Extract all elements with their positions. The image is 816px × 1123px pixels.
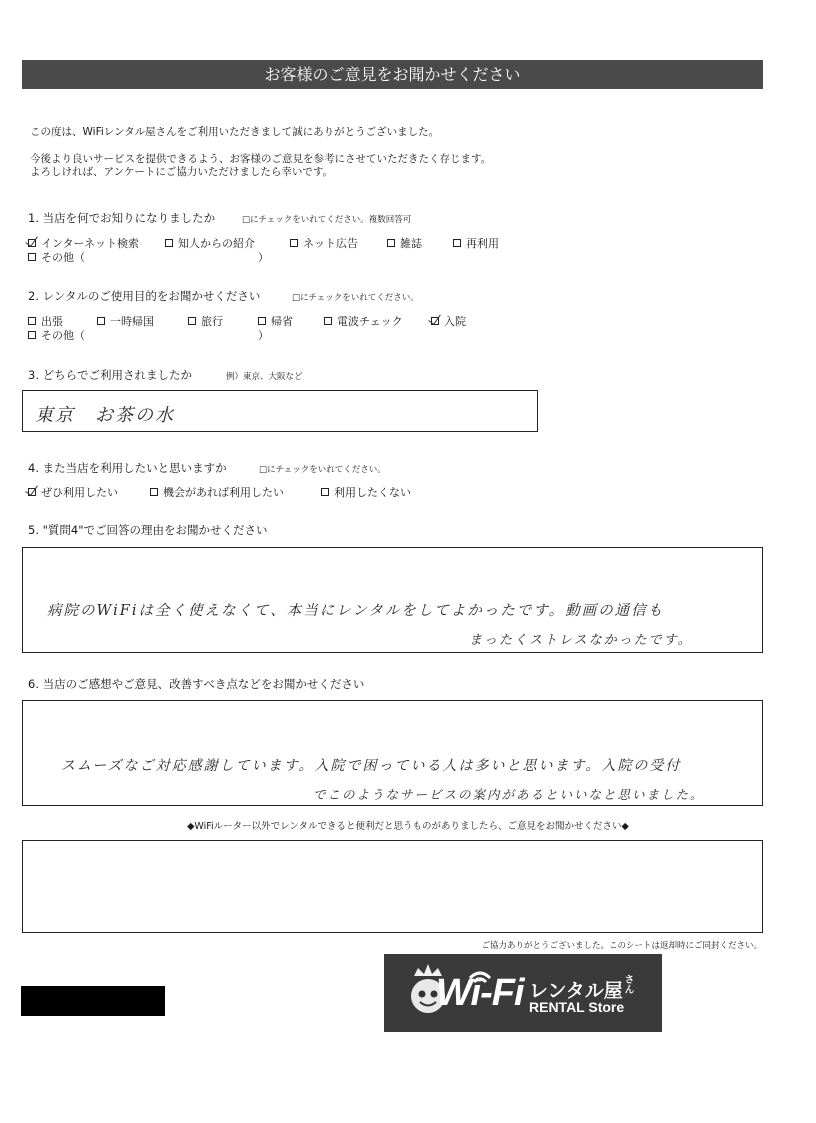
- q4-option-maybe[interactable]: [150, 484, 284, 500]
- q2-option-label: 出張: [41, 315, 63, 328]
- q2-option-signal-check[interactable]: [324, 313, 403, 329]
- checkbox-icon[interactable]: [453, 239, 461, 247]
- checkbox-icon[interactable]: [28, 331, 36, 339]
- q2-other-label: その他（: [41, 329, 85, 342]
- q2-option-label: 帰省: [271, 315, 293, 328]
- q1-option-referral[interactable]: [165, 235, 255, 251]
- q4-title: 4. また当店を利用したいと思いますか: [28, 461, 227, 475]
- q4-hint: □にチェックをいれてください。: [259, 465, 386, 475]
- checkbox-icon[interactable]: [188, 317, 196, 325]
- logo-japanese: レンタル屋: [529, 980, 623, 1002]
- q4-option-definitely[interactable]: [28, 484, 118, 500]
- q1-option-web-ad[interactable]: [290, 235, 358, 251]
- q1-other-label: その他（: [41, 251, 85, 264]
- q3-hint: 例）東京、大阪など: [226, 372, 303, 382]
- checkbox-icon[interactable]: [28, 317, 36, 325]
- q2-option-other[interactable]: [28, 327, 85, 343]
- q2-option-homecoming[interactable]: [97, 313, 154, 329]
- q2-option-label: 入院: [444, 315, 466, 328]
- q5-handwritten-line-2: まったくストレスなかったです。: [469, 633, 693, 648]
- wifi-rental-logo: [384, 954, 662, 1032]
- checkbox-icon[interactable]: [290, 239, 298, 247]
- checkbox-icon[interactable]: [321, 488, 329, 496]
- q2-option-hospital[interactable]: [431, 313, 466, 329]
- q2-option-label: 一時帰国: [110, 315, 154, 328]
- checkbox-icon[interactable]: [28, 253, 36, 261]
- intro-line-1: この度は、WiFiレンタル屋さんをご利用いただきまして誠にありがとうございました。: [30, 126, 440, 138]
- footer-note: ご協力ありがとうございました。このシートは返却時にご同封ください。: [481, 941, 762, 951]
- logo-wordmark: Wi-Fi: [436, 972, 524, 1014]
- q1-option-label: 知人からの紹介: [178, 237, 255, 250]
- redacted-block: [21, 986, 165, 1016]
- q5-handwritten-line-1: 病院のWiFiは全く使えなくて、本当にレンタルをしてよかったです。動画の通信も: [47, 603, 665, 619]
- q1-option-label: 再利用: [466, 237, 499, 250]
- q6-handwritten-line-1: スムーズなご対応感謝しています。入院で困っている人は多いと思います。入院の受付: [61, 758, 682, 774]
- q1-title: 1. 当店を何でお知りになりましたか: [28, 211, 216, 225]
- q3-handwritten-answer: 東京 お茶の水: [35, 405, 175, 426]
- q4-option-label: ぜひ利用したい: [41, 486, 118, 499]
- q6-answer-box[interactable]: [22, 700, 763, 806]
- q6-handwritten-line-2: でこのようなサービスの案内があるといいなと思いました。: [313, 787, 705, 802]
- checkbox-icon[interactable]: [97, 317, 105, 325]
- checkbox-icon[interactable]: [165, 239, 173, 247]
- q5-answer-box[interactable]: [22, 547, 763, 653]
- q1-option-reuse[interactable]: [453, 235, 499, 251]
- q1-hint: □にチェックをいれてください。複数回答可: [242, 215, 412, 225]
- q1-option-other[interactable]: [28, 249, 85, 265]
- q2-option-label: 電波チェック: [337, 315, 403, 328]
- q6-title: 6. 当店のご感想やご意見、改善すべき点などをお聞かせください: [28, 677, 365, 691]
- page-title: お客様のご意見をお聞かせください: [22, 60, 763, 89]
- q5-title: 5. "質問4"でご回答の理由をお聞かせください: [28, 523, 268, 537]
- q2-hint: □にチェックをいれてください。: [292, 293, 419, 303]
- q1-other-close-paren: ）: [258, 251, 269, 264]
- q4-option-label: 機会があれば利用したい: [163, 486, 284, 499]
- q3-answer-box[interactable]: [22, 390, 538, 432]
- q1-option-label: ネット広告: [303, 237, 358, 250]
- checkbox-checked-icon[interactable]: [431, 317, 439, 325]
- q7-title: ◆WiFiルーター以外でレンタルできると便利だと思うものがありましたら、ご意見をお聞かせください◆: [187, 821, 629, 832]
- q3-title: 3. どちらでご利用されましたか: [28, 368, 193, 382]
- q1-option-label: 雑誌: [400, 237, 422, 250]
- q4-option-label: 利用したくない: [334, 486, 411, 499]
- checkbox-checked-icon[interactable]: [28, 488, 36, 496]
- logo-san: さん: [622, 974, 633, 994]
- q4-option-no[interactable]: [321, 484, 411, 500]
- checkbox-icon[interactable]: [150, 488, 158, 496]
- intro-line-3: よろしければ、アンケートにご協力いただけましたら幸いです。: [30, 166, 334, 178]
- q2-other-close-paren: ）: [258, 329, 269, 342]
- q1-option-magazine[interactable]: [387, 235, 422, 251]
- checkbox-icon[interactable]: [387, 239, 395, 247]
- checkbox-icon[interactable]: [258, 317, 266, 325]
- checkbox-icon[interactable]: [324, 317, 332, 325]
- q7-answer-box[interactable]: [22, 840, 763, 933]
- logo-english: RENTAL Store: [529, 999, 625, 1015]
- q2-option-label: 旅行: [201, 315, 223, 328]
- q2-title: 2. レンタルのご使用目的をお聞かせください: [28, 289, 261, 303]
- q1-option-label: インターネット検索: [41, 237, 140, 250]
- intro-line-2: 今後より良いサービスを提供できるよう、お客様のご意見を参考にさせていただきたく存じます。: [30, 153, 492, 165]
- checkbox-checked-icon[interactable]: [28, 239, 36, 247]
- q2-option-travel[interactable]: [188, 313, 223, 329]
